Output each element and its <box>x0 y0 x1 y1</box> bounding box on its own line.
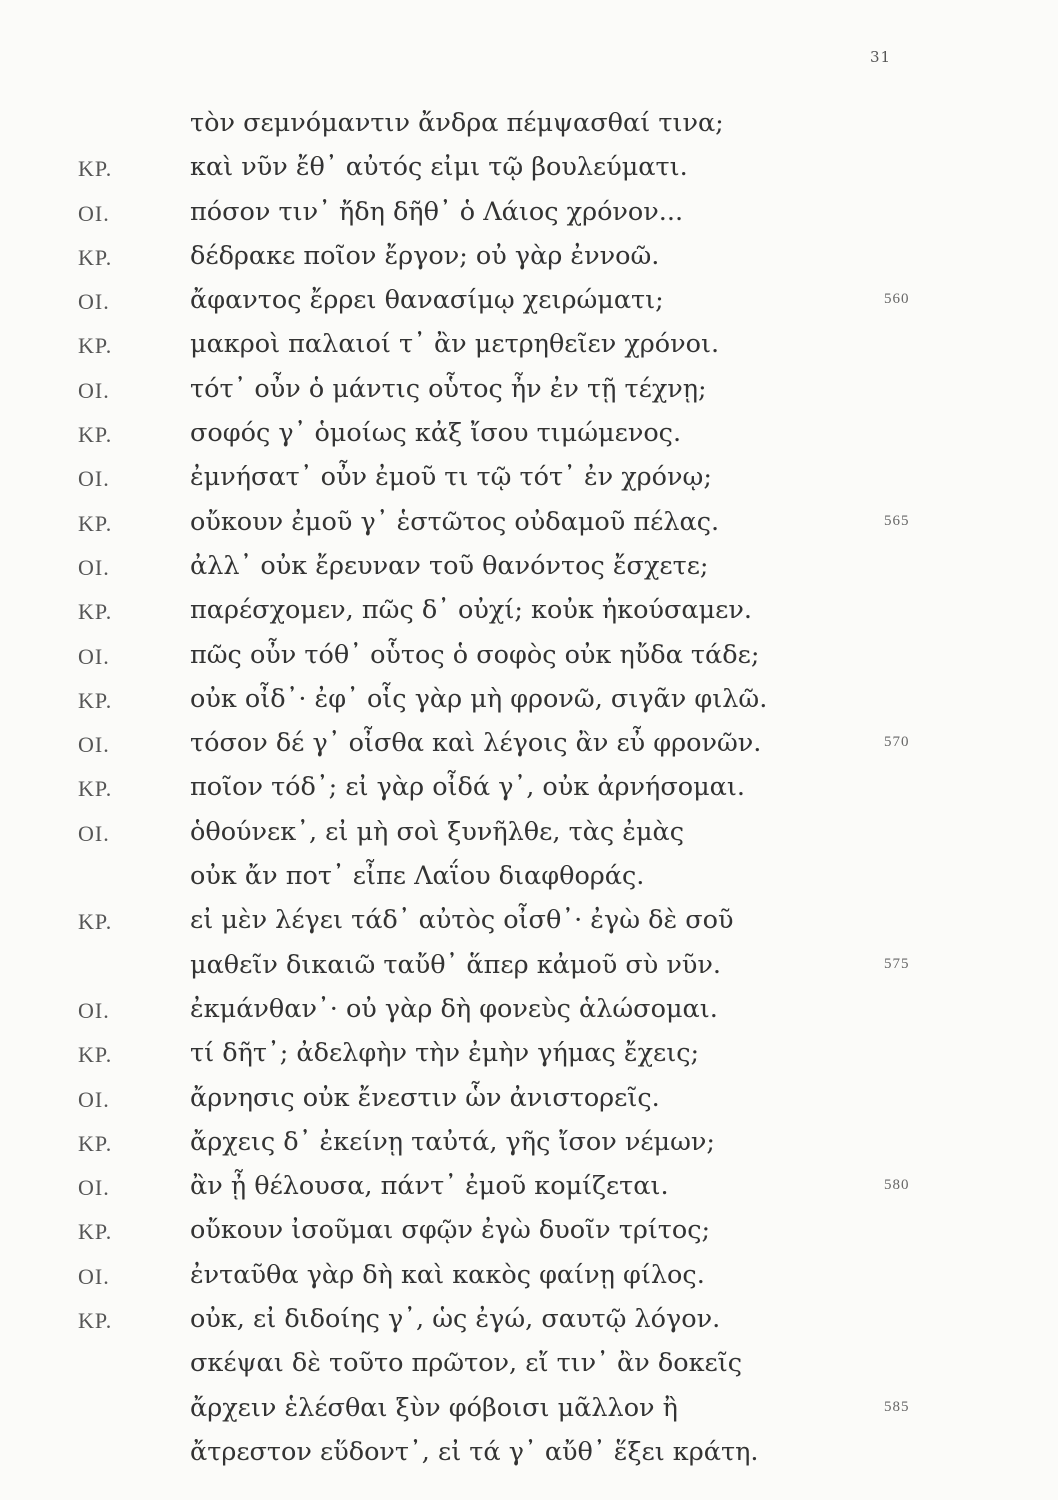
speaker-label: ΟΙ. <box>78 466 110 492</box>
speaker-label: ΚΡ. <box>78 333 113 359</box>
line-number: 560 <box>884 291 910 308</box>
verse-line <box>0 1342 1058 1386</box>
verse-line <box>0 102 1058 146</box>
verse-text-line: οὔκουν ἐμοῦ γ᾽ ἑστῶτος οὐδαμοῦ πέλας. <box>190 506 720 537</box>
speaker-label: ΚΡ. <box>78 510 113 536</box>
verse-text-line: δέδρακε ποῖον ἔργον; οὐ γὰρ ἐννοῶ. <box>190 240 660 271</box>
verse-text-line: οὐκ οἶδ᾽· ἐφ᾽ οἷς γὰρ μὴ φρονῶ, σιγᾶν φιλῶ. <box>190 683 768 714</box>
verse-text-line: οὐκ ἄν ποτ᾽ εἶπε Λαΐου διαφθοράς. <box>190 861 645 892</box>
verse-line <box>0 1077 1058 1121</box>
verse-line <box>0 855 1058 899</box>
verse-line <box>0 1209 1058 1253</box>
verse-text-line: ἀλλ᾽ οὐκ ἔρευναν τοῦ θανόντος ἔσχετε; <box>190 550 709 581</box>
verse-line <box>0 545 1058 589</box>
verse-text-line: τότ᾽ οὖν ὁ μάντις οὗτος ἦν ἐν τῇ τέχνῃ; <box>190 373 707 404</box>
verse-text <box>0 102 1058 1475</box>
speaker-label: ΚΡ. <box>78 687 113 713</box>
speaker-label: ΟΙ. <box>78 820 110 846</box>
verse-line <box>0 634 1058 678</box>
verse-text-line: τόσον δέ γ᾽ οἶσθα καὶ λέγοις ἂν εὖ φρονῶν. <box>190 728 762 759</box>
verse-line <box>0 146 1058 190</box>
verse-text-line: ἄρχεις δ᾽ ἐκείνῃ ταὐτά, γῆς ἴσον νέμων; <box>190 1126 715 1157</box>
line-number: 585 <box>884 1398 910 1415</box>
verse-text-line: ἄφαντος ἔρρει θανασίμῳ χειρώματι; <box>190 285 664 316</box>
speaker-label: ΚΡ. <box>78 422 113 448</box>
speaker-label: ΚΡ. <box>78 1219 113 1245</box>
verse-text-line: σοφός γ᾽ ὁμοίως κἀξ ἴσου τιμώμενος. <box>190 418 682 449</box>
speaker-label: ΟΙ. <box>78 1086 110 1112</box>
verse-line <box>0 589 1058 633</box>
verse-text-line: εἰ μὲν λέγει τάδ᾽ αὐτὸς οἶσθ᾽· ἐγὼ δὲ σοῦ <box>190 905 734 936</box>
verse-line <box>0 279 1058 323</box>
verse-text-line: μακροὶ παλαιοί τ᾽ ἂν μετρηθεῖεν χρόνοι. <box>190 329 720 360</box>
verse-text-line: τὸν σεμνόμαντιν ἄνδρα πέμψασθαί τινα; <box>190 108 724 138</box>
verse-line <box>0 1298 1058 1342</box>
verse-text-line: ἄρνησις οὐκ ἔνεστιν ὧν ἀνιστορεῖς. <box>190 1082 660 1113</box>
verse-line <box>0 1254 1058 1298</box>
verse-line <box>0 722 1058 766</box>
verse-text-line: ἄτρεστον εὕδοντ᾽, εἰ τά γ᾽ αὔθ᾽ ἕξει κράτη. <box>190 1436 759 1467</box>
line-number: 580 <box>884 1177 910 1194</box>
speaker-label: ΟΙ. <box>78 997 110 1023</box>
speaker-label: ΚΡ. <box>78 776 113 802</box>
verse-text-line: παρέσχομεν, πῶς δ᾽ οὐχί; κοὐκ ἠκούσαμεν. <box>190 595 752 626</box>
verse-line <box>0 368 1058 412</box>
verse-line <box>0 944 1058 988</box>
verse-text-line: ποῖον τόδ᾽; εἰ γὰρ οἶδά γ᾽, οὐκ ἀρνήσομαι. <box>190 772 745 803</box>
speaker-label: ΚΡ. <box>78 909 113 935</box>
speaker-label: ΟΙ. <box>78 554 110 580</box>
speaker-label: ΚΡ. <box>78 156 113 182</box>
verse-line <box>0 1032 1058 1076</box>
speaker-label: ΟΙ. <box>78 732 110 758</box>
verse-line <box>0 766 1058 810</box>
verse-text-line: πῶς οὖν τόθ᾽ οὗτος ὁ σοφὸς οὐκ ηὔδα τάδε; <box>190 639 760 670</box>
verse-text-line: ἄρχειν ἑλέσθαι ξὺν φόβοισι μᾶλλον ἢ <box>190 1392 678 1423</box>
speaker-label: ΟΙ. <box>78 1175 110 1201</box>
verse-line <box>0 811 1058 855</box>
verse-line <box>0 899 1058 943</box>
verse-line <box>0 235 1058 279</box>
speaker-label: ΚΡ. <box>78 599 113 625</box>
verse-text-line: τί δῆτ᾽; ἀδελφὴν τὴν ἐμὴν γήμας ἔχεις; <box>190 1038 700 1069</box>
verse-line <box>0 501 1058 545</box>
verse-line <box>0 456 1058 500</box>
page-number: 31 <box>870 48 892 66</box>
verse-line <box>0 412 1058 456</box>
line-number: 565 <box>884 512 910 529</box>
verse-text-line: οὐκ, εἰ διδοίης γ᾽, ὡς ἐγώ, σαυτῷ λόγον. <box>190 1304 721 1335</box>
speaker-label: ΟΙ. <box>78 200 110 226</box>
verse-line <box>0 988 1058 1032</box>
verse-text-line: πόσον τιν᾽ ἤδη δῆθ᾽ ὁ Λάιος χρόνον... <box>190 196 684 227</box>
line-number: 575 <box>884 955 910 972</box>
verse-line <box>0 1165 1058 1209</box>
speaker-label: ΚΡ. <box>78 1130 113 1156</box>
speaker-label: ΟΙ. <box>78 643 110 669</box>
speaker-label: ΚΡ. <box>78 1308 113 1334</box>
verse-text-line: καὶ νῦν ἔθ᾽ αὐτός εἰμι τῷ βουλεύματι. <box>190 152 688 183</box>
speaker-label: ΚΡ. <box>78 1042 113 1068</box>
speaker-label: ΟΙ. <box>78 289 110 315</box>
speaker-label: ΟΙ. <box>78 377 110 403</box>
verse-line <box>0 678 1058 722</box>
line-number: 570 <box>884 734 910 751</box>
verse-text-line: οὔκουν ἰσοῦμαι σφῷν ἐγὼ δυοῖν τρίτος; <box>190 1215 711 1246</box>
verse-text-line: σκέψαι δὲ τοῦτο πρῶτον, εἴ τιν᾽ ἂν δοκεῖς <box>190 1348 742 1379</box>
verse-text-line: ἐκμάνθαν᾽· οὐ γὰρ δὴ φονεὺς ἁλώσομαι. <box>190 993 718 1024</box>
verse-line <box>0 1387 1058 1431</box>
verse-line <box>0 1431 1058 1475</box>
verse-line <box>0 191 1058 235</box>
verse-text-line: ἐμνήσατ᾽ οὖν ἐμοῦ τι τῷ τότ᾽ ἐν χρόνῳ; <box>190 462 712 493</box>
verse-text-line: ἂν ᾖ θέλουσα, πάντ᾽ ἐμοῦ κομίζεται. <box>190 1171 669 1202</box>
speaker-label: ΟΙ. <box>78 1263 110 1289</box>
speaker-label: ΚΡ. <box>78 244 113 270</box>
verse-text-line: μαθεῖν δικαιῶ ταὔθ᾽ ἅπερ κἀμοῦ σὺ νῦν. <box>190 949 722 980</box>
verse-text-line: ἐνταῦθα γὰρ δὴ καὶ κακὸς φαίνῃ φίλος. <box>190 1259 705 1290</box>
verse-line <box>0 323 1058 367</box>
verse-line <box>0 1121 1058 1165</box>
verse-text-line: ὁθούνεκ᾽, εἰ μὴ σοὶ ξυνῆλθε, τὰς ἐμὰς <box>190 816 685 847</box>
